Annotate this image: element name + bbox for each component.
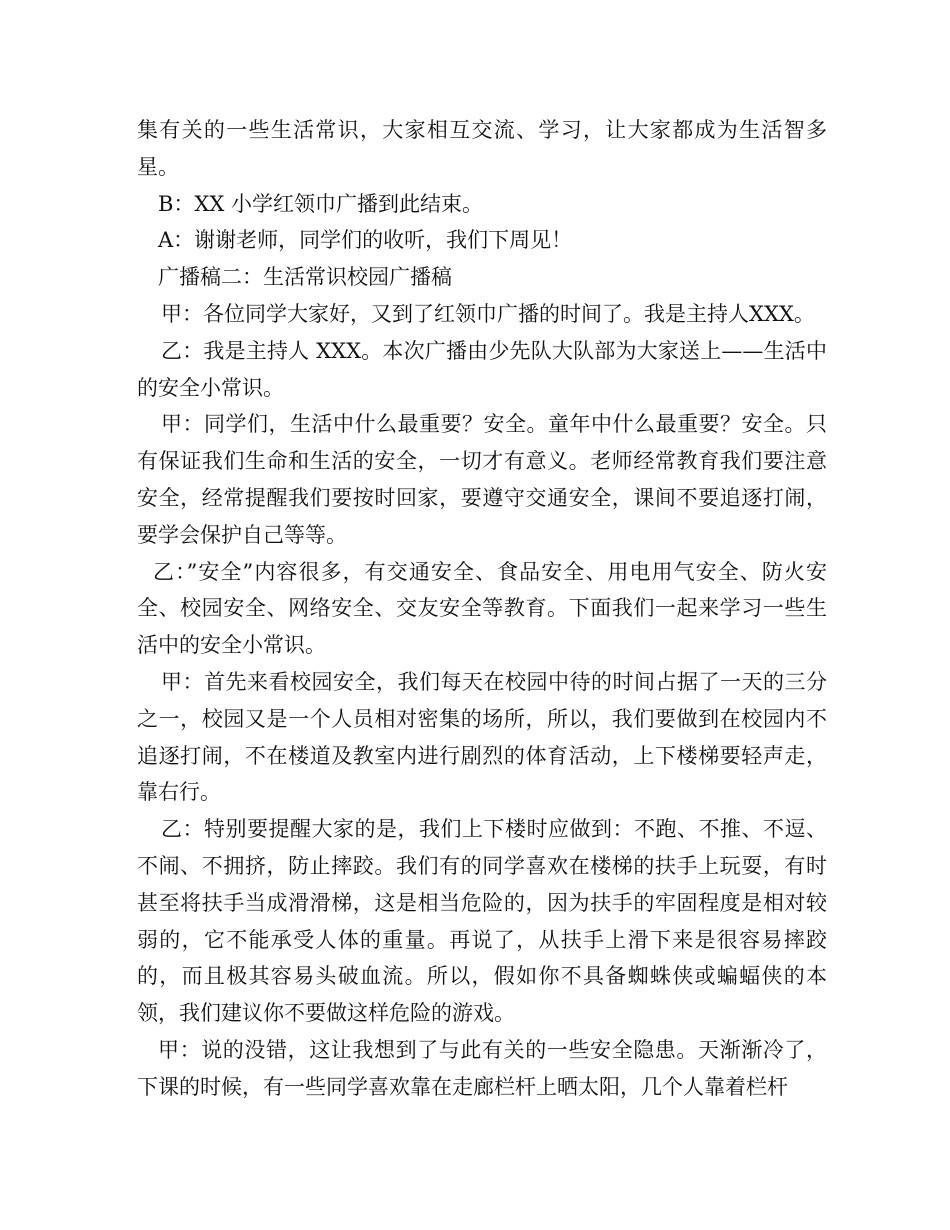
- paragraph: 甲：首先来看校园安全，我们每天在校园中待的时间占据了一天的三分之一，校园又是一个人员相对密集的场所，所以，我们要做到在校园内不追逐打闹，不在楼道及教室内进行剧烈的体育活动，上下楼梯要轻声走，靠右行。: [137, 669, 827, 805]
- paragraph: 甲：各位同学大家好，又到了红领巾广播的时间了。我是主持人XXX。: [161, 301, 815, 326]
- paragraph: 乙：我是主持人 XXX。本次广播由少先队大队部为大家送上——生活中的安全小常识。: [137, 338, 827, 400]
- paragraph: A：谢谢老师，同学们的收听，我们下周见！: [158, 228, 573, 253]
- paragraph: 甲：同学们，生活中什么最重要？安全。童年中什么最重要？安全。只有保证我们生命和生活的安全，一切才有意义。老师经常教育我们要注意安全，经常提醒我们要按时回家，要遵守交通安全，课间不要追逐打闹，要学会保护自己等等。: [137, 412, 827, 547]
- paragraph: 集有关的一些生活常识，大家相互交流、学习，让大家都成为生活智多星。: [137, 118, 827, 179]
- paragraph: 广播稿二：生活常识校园广播稿: [158, 265, 452, 290]
- document-body: [137, 112, 827, 1106]
- paragraph: B：XX 小学红领巾广播到此结束。: [158, 191, 484, 216]
- paragraph: 甲：说的没错，这让我想到了与此有关的一些安全隐患。天渐渐冷了，下课的时候，有一些同学喜欢靠在走廊栏杆上晒太阳，几个人靠着栏杆: [137, 1037, 827, 1099]
- paragraph: 乙：”安全”内容很多，有交通安全、食品安全、用电用气安全、防火安全、校园安全、网络安全、交友安全等教育。下面我们一起来学习一些生活中的安全小常识。: [137, 559, 827, 658]
- paragraph: 乙：特别要提醒大家的是，我们上下楼时应做到：不跑、不推、不逗、不闹、不拥挤，防止摔跤。我们有的同学喜欢在楼梯的扶手上玩耍，有时甚至将扶手当成滑滑梯，这是相当危险的，因为扶手的牢固程度是相对较弱的，它不能承受人体的重量。再说了，从扶手上滑下来是很容易摔跤的，而且极其容易头破血流。所以，假如你不具备蜘蛛侠或蝙蝠侠的本领，我们建议你不要做这样危险的游戏。: [137, 817, 827, 1026]
